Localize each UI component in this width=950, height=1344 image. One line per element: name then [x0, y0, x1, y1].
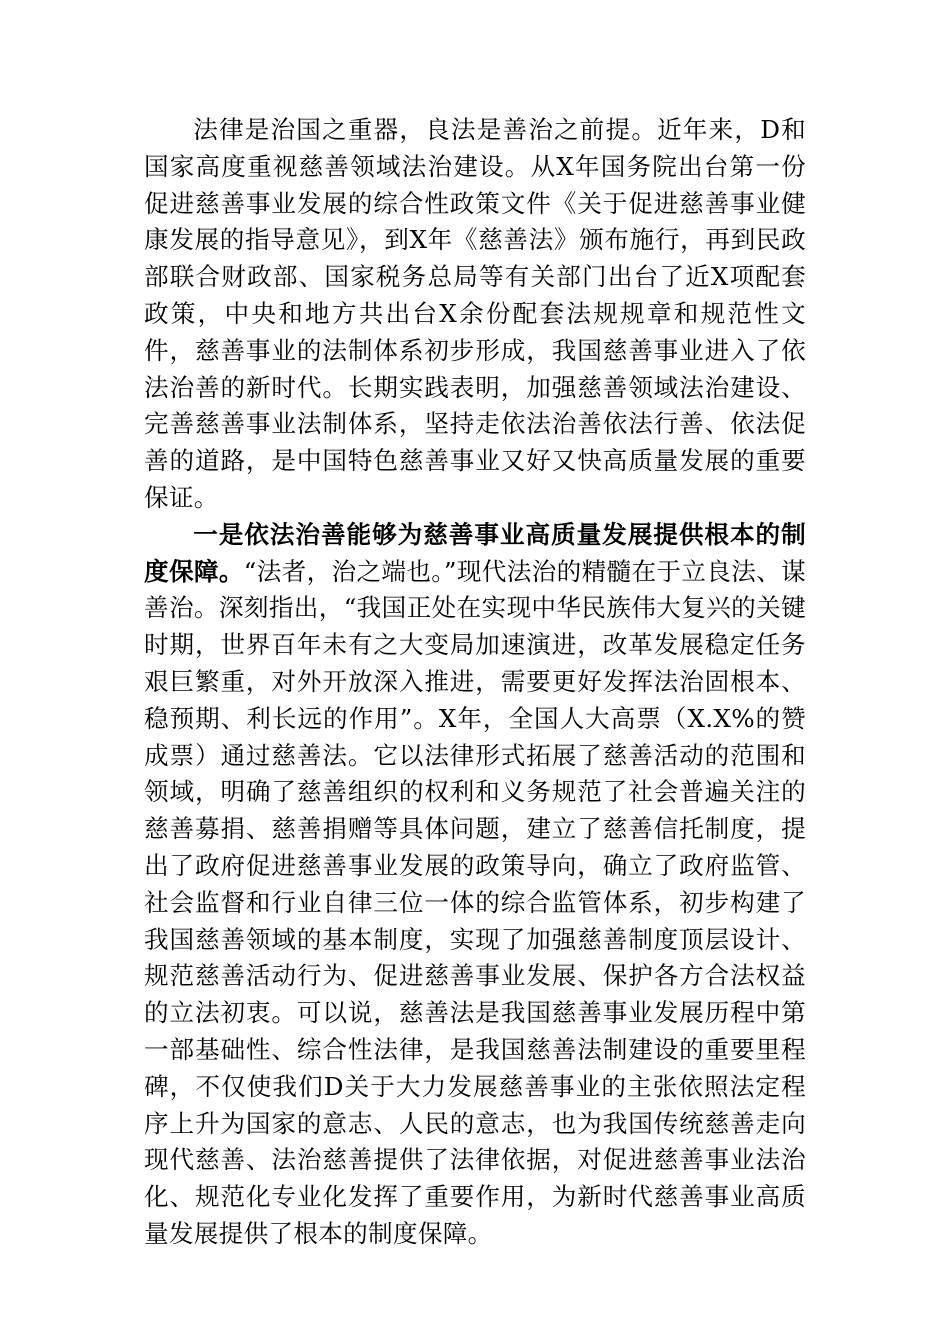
paragraph-point-one-text: “法者，治之端也。”现代法治的精髓在于立良法、谋善治。深刻指出，“我国正处在实现中华民族伟大复兴的关键时期，世界百年未有之大变局加速演进，改革发展稳定任务艰巨繁重，对外开放深入推进，需要更好发挥法治固根本、稳预期、利长远的作用”。X年，全国人大高票（X.X%的赞成票）通过慈善法。它以法律形式拓展了慈善活动的范围和领域，明确了慈善组织的权利和义务规范了社会普遍关注的慈善募捐、慈善捐赠等具体问题，建立了慈善信托制度，提出了政府促进慈善事业发展的政策导向，确立了政府监管、社会监督和行业自律三位一体的综合监管体系，初步构建了我国慈善领域的基本制度，实现了加强慈善制度顶层设计、规范慈善活动行为、促进慈善事业发展、保护各方合法权益的立法初衷。可以说，慈善法是我国慈善事业发展历程中第一部基础性、综合性法律，是我国慈善法制建设的重要里程碑，不仅使我们D关于大力发展慈善事业的主张依照法定程序上升为国家的意志、人民的意志，也为我国传统慈善走向现代慈善、法治慈善提供了法律依据，对促进慈善事业法治化、规范化专业化发挥了重要作用，为新时代慈善事业高质量发展提供了根本的制度保障。 — [144, 556, 806, 1248]
paragraph-intro-text: 法律是治国之重器，良法是善治之前提。近年来，D和国家高度重视慈善领域法治建设。从X年国务院出台第一份促进慈善事业发展的综合性政策文件《关于促进慈善事业健康发展的指导意见》，到X年《慈善法》颁布施行，再到民政部联合财政部、国家税务总局等有关部门出台了近X项配套政策，中央和地方共出台X余份配套法规规章和规范性文件，慈善事业的法制体系初步形成，我国慈善事业进入了依法治善的新时代。长期实践表明，加强慈善领域法治建设、完善慈善事业法制体系，坚持走依法治善依法行善、依法促善的道路，是中国特色慈善事业又好又快高质量发展的重要保证。 — [144, 115, 806, 512]
paragraph-intro — [144, 112, 806, 517]
document-page — [144, 112, 806, 1253]
paragraph-point-one-heading: 一是依法治善能够为慈善事业高质量发展提供根本的制度保障。 — [144, 519, 806, 586]
paragraph-point-one — [144, 517, 806, 1253]
